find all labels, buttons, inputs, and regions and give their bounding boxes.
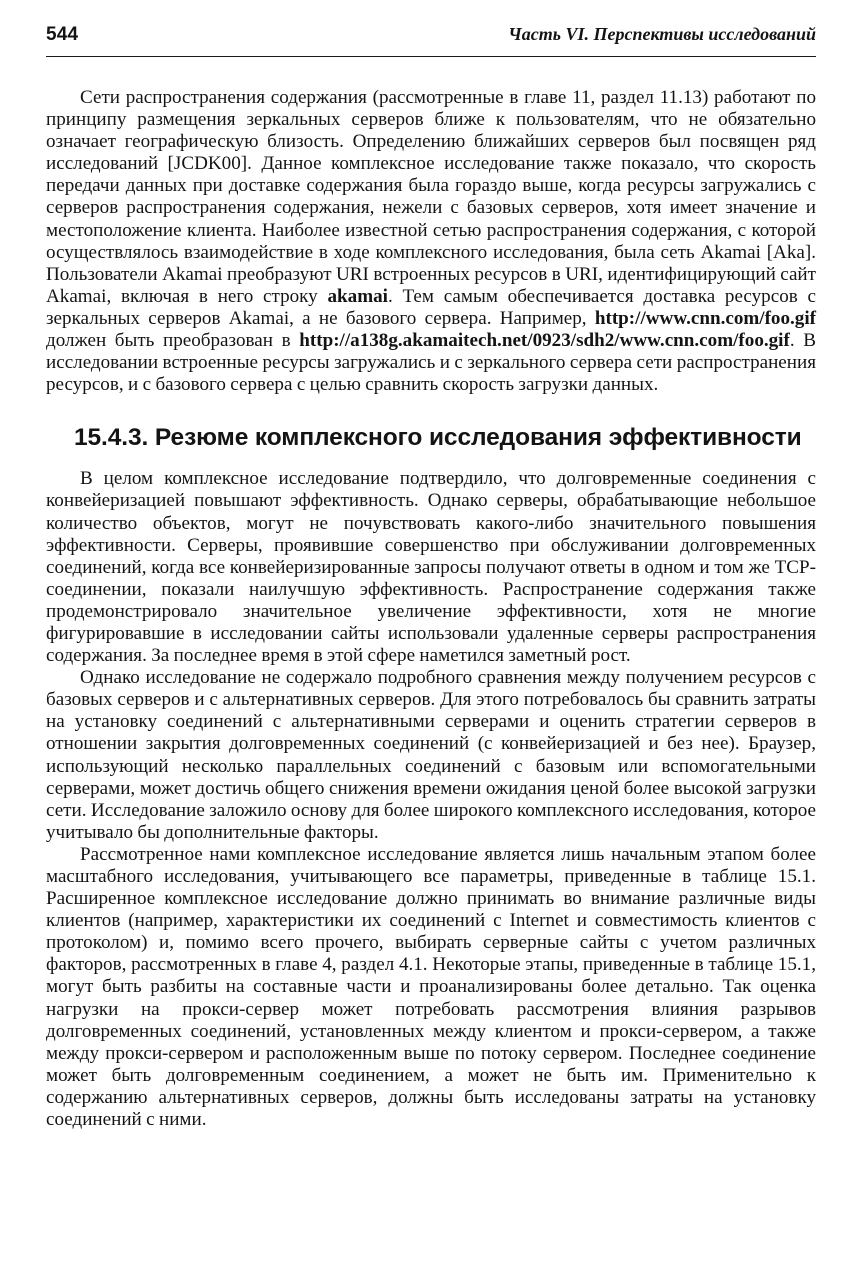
paragraph-text: Сети распространения содержания (рассмотренные в главе 11, раздел 11.13) работают по принципу размещения зеркальных серверов ближе к пользователям, что не обязательно означает географическую близость. Определению ближайших серверов был посвящен ряд исследований [JCDK00]. Данное комплексное исследование также показало, что скорость передачи данных при доставке содержания была гораздо выше, когда ресурсы загружались с серверов распространения содержания, нежели с базовых серверов, хотя имеет значение и местоположение клиента. Наиболее известной сетью распространения содержания, с которой осуществлялось взаимодействие в ходе комплексного исследования, была сеть Akamai [Aka]. Пользователи Akamai преобразуют URI встроенных ресурсов в URI, идентифицирующий сайт Akamai, включая в него строку [46,87,816,307]
page-number: 544 [46,24,79,45]
keyword-akamai: akamai [327,285,388,307]
page-content [44,87,816,1131]
book-page [44,24,816,1131]
paragraph-text: . В исследовании встроенные ресурсы загружались и с зеркального сервера сети распространения ресурсов, и с базового сервера с целью сравнить скорость загрузки данных. [46,330,816,396]
running-header [46,24,816,57]
url-example-original: http://www.cnn.com/foo.gif [594,307,817,329]
section-heading: 15.4.3. Резюме комплексного исследования эффективности [74,424,802,452]
url-example-akamai: http://a138g.akamaitech.net/0923/sdh2/www.cnn.com/foo.gif [299,330,790,352]
running-title: Часть VI. Перспективы исследований [508,24,816,44]
paragraph-future-work: Рассмотренное нами комплексное исследование является лишь начальным этапом более масштабного исследования, учитывающего все параметры, приведенные в таблице 15.1. Расширенное комплексное исследование должно принимать во внимание различные виды клиентов (например, характеристики их соединений с Internet и совместимость клиентов с протоколом) и, помимо всего прочего, выбирать серверные сайты с учетом различных факторов, рассмотренных в главе 4, раздел 4.1. Некоторые этапы, приведенные в таблице 15.1, могут быть разбиты на составные части и проанализированы более детально. Так оценка нагрузки на прокси-сервер может потребовать рассмотрения влияния разрывов долговременных соединений, установленных между клиентом и прокси-сервером, а также между прокси-сервером и расположенным выше по потоку сервером. Последнее соединение может быть долговременным соединением, а может не быть им. Применительно к содержанию альтернативных серверов, должны быть исследованы затраты на установку соединений с ними. [46,843,816,1131]
paragraph-limitations: Однако исследование не содержало подробного сравнения между получением ресурсов с базовых серверов и с альтернативных серверов. Для этого потребовалось бы сравнить затраты на установку соединений с альтернативными серверами и оценить стратегии серверов в отношении закрытия долговременных соединений (с конвейеризацией и без нее). Браузер, использующий несколько параллельных соединений с базовым или вспомогательными серверами, может достичь общего снижения времени ожидания ценой более высокой загрузки сети. Исследование заложило основу для более широкого комплексного исследования, которое учитывало бы дополнительные факторы. [46,667,816,843]
paragraph-summary: В целом комплексное исследование подтвердило, что долговременные соединения с конвейеризацией повышают эффективность. Однако серверы, обрабатывающие небольшое количество объектов, могут не почувствовать какого-либо значительного повышения эффективности. Серверы, проявившие совершенство при обслуживании долговременных соединений, когда все конвейеризированные запросы получают ответы в одном и том же TCP-соединении, показали наилучшую эффективность. Распространение содержания также продемонстрировало значительное увеличение эффективности, хотя не многие фигурировавшие в исследовании сайты использовали удаленные серверы распространения содержания. За последнее время в этой сфере наметился заметный рост. [46,468,816,667]
paragraph-text: . Тем самым обеспечивается доставка ресурсов с зеркальных серверов Akamai, а не базового сервера. Например, [46,285,816,329]
paragraph-text: должен быть преобразован в [46,330,291,352]
paragraph-cdn [46,87,816,396]
